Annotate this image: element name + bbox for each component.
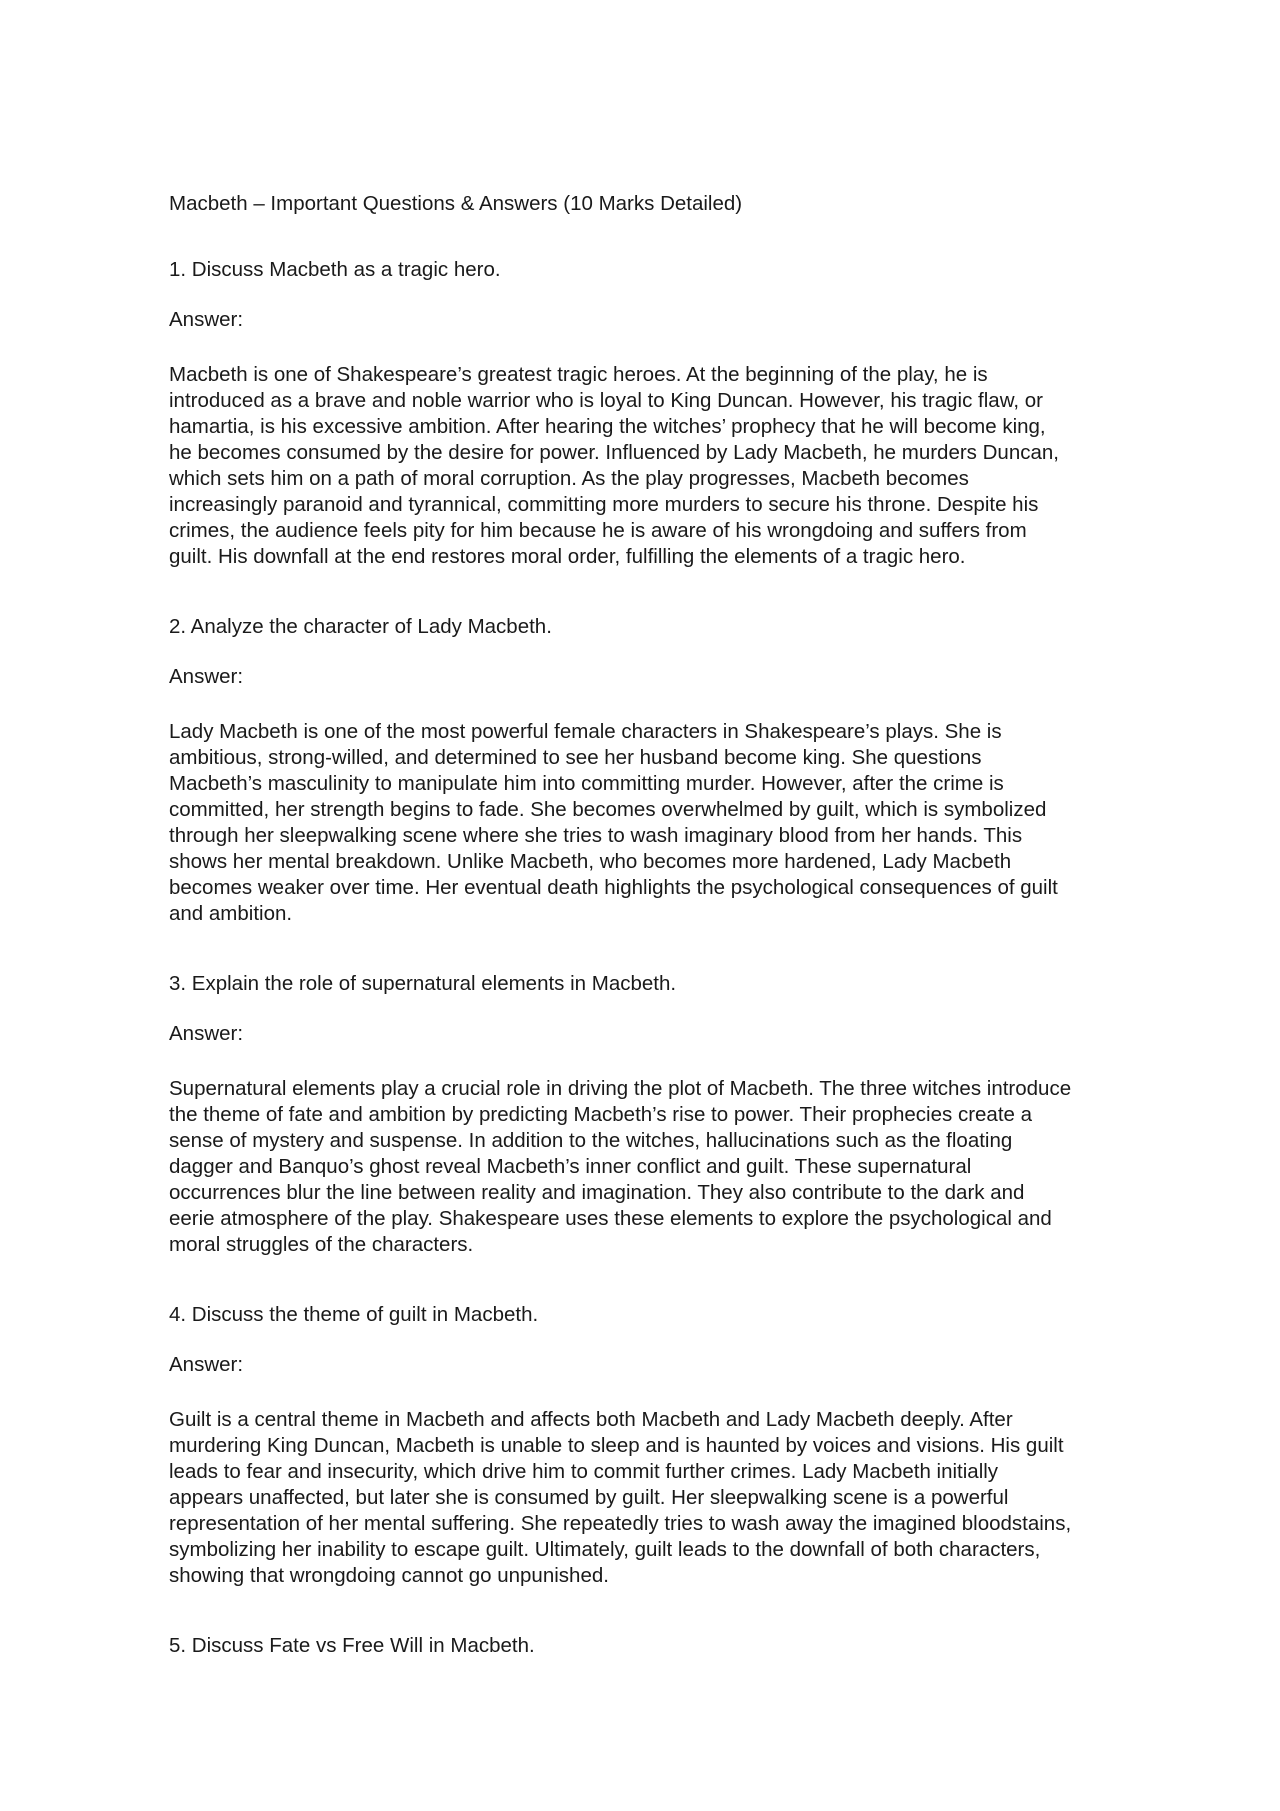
answer-line: introduced as a brave and noble warrior who is loyal to King Duncan. However, his tragic flaw, or xyxy=(169,389,1043,412)
answer-line: ambitious, strong-willed, and determined to see her husband become king. She questions xyxy=(169,746,982,769)
answer-paragraph xyxy=(169,719,1129,927)
answer-line: showing that wrongdoing cannot go unpunished. xyxy=(169,1564,609,1587)
qa-item-1 xyxy=(169,256,1129,570)
qa-item-3 xyxy=(169,970,1129,1258)
qa-item-5 xyxy=(169,1632,1129,1660)
answer-line: through her sleepwalking scene where she tries to wash imaginary blood from her hands. This xyxy=(169,824,1023,847)
answer-line: dagger and Banquo’s ghost reveal Macbeth’s inner conflict and guilt. These supernatural xyxy=(169,1155,972,1178)
answer-line: moral struggles of the characters. xyxy=(169,1233,474,1256)
question-heading: 1. Discuss Macbeth as a tragic hero. xyxy=(169,258,501,281)
question-heading: 2. Analyze the character of Lady Macbeth. xyxy=(169,615,552,638)
question-heading: 5. Discuss Fate vs Free Will in Macbeth. xyxy=(169,1634,535,1657)
answer-paragraph xyxy=(169,1076,1129,1258)
document-title: Macbeth – Important Questions & Answers (10 Marks Detailed) xyxy=(169,192,743,215)
answer-label: Answer: xyxy=(169,665,244,688)
qa-item-2 xyxy=(169,613,1129,927)
answer-line: becomes weaker over time. Her eventual death highlights the psychological consequences of guilt xyxy=(169,876,1058,899)
question-heading: 3. Explain the role of supernatural elements in Macbeth. xyxy=(169,972,677,995)
answer-line: Macbeth is one of Shakespeare’s greatest tragic heroes. At the beginning of the play, he is xyxy=(169,363,988,386)
answer-line: which sets him on a path of moral corruption. As the play progresses, Macbeth becomes xyxy=(169,467,969,490)
answer-line: guilt. His downfall at the end restores moral order, fulfilling the elements of a tragic hero. xyxy=(169,545,966,568)
qa-item-4 xyxy=(169,1301,1129,1589)
answer-label: Answer: xyxy=(169,308,244,331)
answer-line: shows her mental breakdown. Unlike Macbeth, who becomes more hardened, Lady Macbeth xyxy=(169,850,1012,873)
answer-line: Macbeth’s masculinity to manipulate him into committing murder. However, after the crime is xyxy=(169,772,1004,795)
answer-label: Answer: xyxy=(169,1353,244,1376)
answer-label: Answer: xyxy=(169,1022,244,1045)
answer-line: occurrences blur the line between reality and imagination. They also contribute to the dark and xyxy=(169,1181,1025,1204)
answer-line: leads to fear and insecurity, which drive him to commit further crimes. Lady Macbeth initially xyxy=(169,1460,999,1483)
answer-line: committed, her strength begins to fade. She becomes overwhelmed by guilt, which is symbolized xyxy=(169,798,1047,821)
answer-line: increasingly paranoid and tyrannical, committing more murders to secure his throne. Despite his xyxy=(169,493,1039,516)
document-page xyxy=(169,190,1129,1703)
answer-line: Lady Macbeth is one of the most powerful female characters in Shakespeare’s plays. She is xyxy=(169,720,1002,743)
question-heading: 4. Discuss the theme of guilt in Macbeth. xyxy=(169,1303,539,1326)
answer-line: murdering King Duncan, Macbeth is unable to sleep and is haunted by voices and visions. His guilt xyxy=(169,1434,1064,1457)
answer-line: Supernatural elements play a crucial role in driving the plot of Macbeth. The three witches introduce xyxy=(169,1077,1072,1100)
answer-line: sense of mystery and suspense. In addition to the witches, hallucinations such as the floating xyxy=(169,1129,1013,1152)
answer-line: he becomes consumed by the desire for power. Influenced by Lady Macbeth, he murders Duncan, xyxy=(169,441,1059,464)
answer-paragraph xyxy=(169,362,1129,570)
answer-paragraph xyxy=(169,1407,1129,1589)
answer-line: representation of her mental suffering. She repeatedly tries to wash away the imagined bloodstains, xyxy=(169,1512,1072,1535)
answer-line: and ambition. xyxy=(169,902,293,925)
answer-line: symbolizing her inability to escape guilt. Ultimately, guilt leads to the downfall of both characters, xyxy=(169,1538,1041,1561)
answer-line: crimes, the audience feels pity for him because he is aware of his wrongdoing and suffers from xyxy=(169,519,1027,542)
answer-line: eerie atmosphere of the play. Shakespeare uses these elements to explore the psychological and xyxy=(169,1207,1052,1230)
answer-line: appears unaffected, but later she is consumed by guilt. Her sleepwalking scene is a powerful xyxy=(169,1486,1009,1509)
answer-line: Guilt is a central theme in Macbeth and affects both Macbeth and Lady Macbeth deeply. After xyxy=(169,1408,1013,1431)
answer-line: hamartia, is his excessive ambition. After hearing the witches’ prophecy that he will become king, xyxy=(169,415,1046,438)
answer-line: the theme of fate and ambition by predicting Macbeth’s rise to power. Their prophecies create a xyxy=(169,1103,1033,1126)
